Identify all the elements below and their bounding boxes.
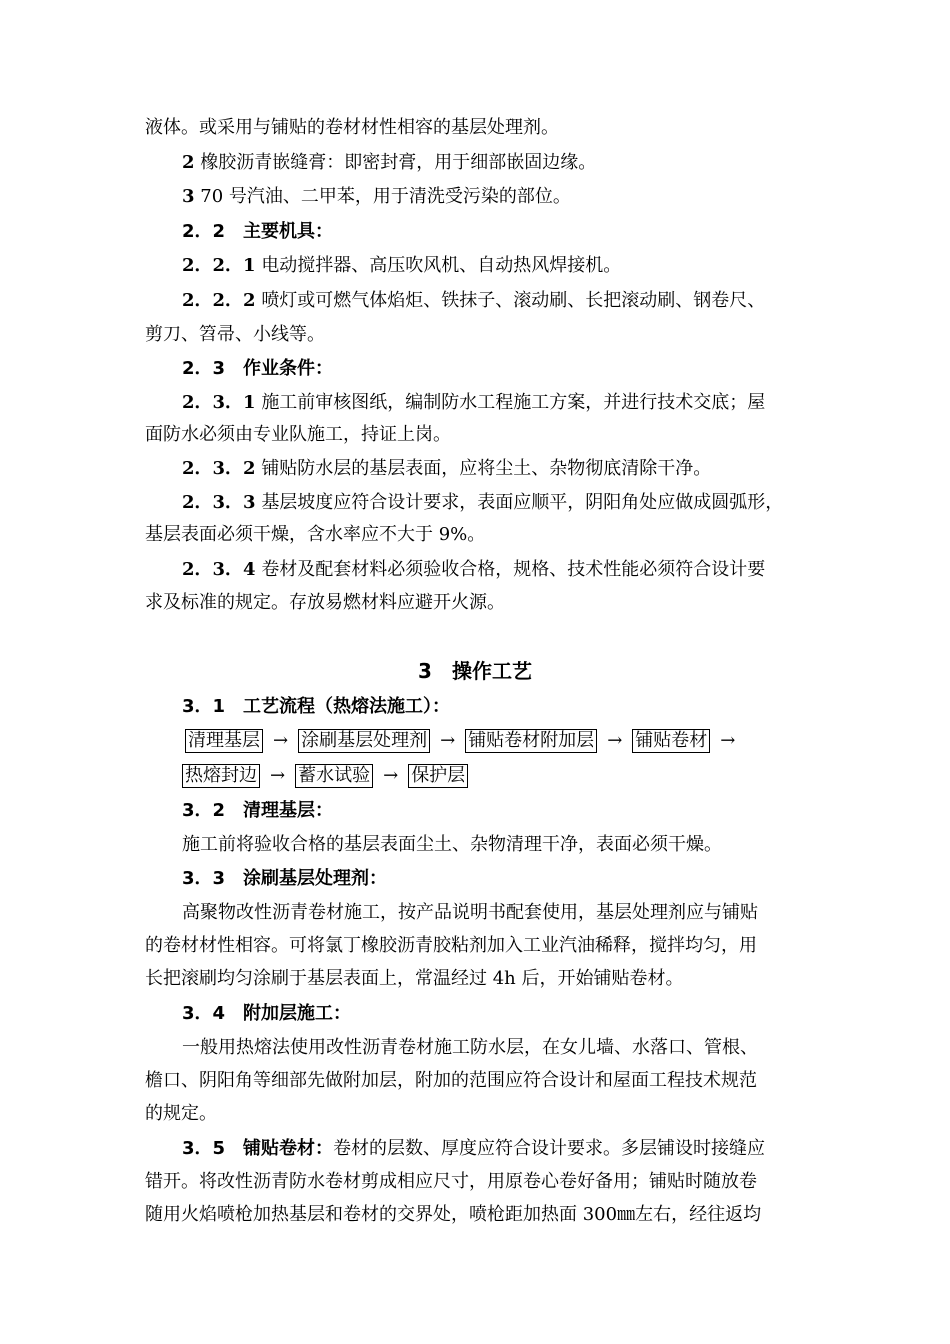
paragraph-line: [0, 966, 950, 992]
flow-step-additional-layer: 铺贴卷材附加层: [465, 729, 597, 753]
paragraph-line: [0, 1202, 950, 1228]
arrow-right-icon: →: [607, 730, 623, 751]
text: 施工前审核图纸，编制防水工程施工方案，并进行技术交底；屋: [261, 392, 766, 413]
flow-step-clean-base: 清理基层: [185, 729, 263, 753]
inline-heading: 3．5 铺贴卷材：: [182, 1138, 334, 1159]
item-number: 2．3．3: [182, 492, 256, 513]
item-number: 2．3．2: [182, 458, 256, 479]
text: 随用火焰喷枪加热基层和卷材的交界处，喷枪距加热面 300㎜左右，经往返均: [145, 1204, 762, 1225]
text: 卷材的层数、厚度应符合设计要求。多层铺设时接缝应: [333, 1138, 766, 1159]
text: 喷灯或可燃气体焰炬、铁抹子、滚动刷、长把滚动刷、钢卷尺、: [261, 290, 766, 311]
text: 一般用热熔法使用改性沥青卷材施工防水层，在女儿墙、水落口、管根、: [182, 1037, 758, 1058]
text: 电动搅拌器、高压吹风机、自动热风焊接机。: [261, 255, 622, 276]
text: 檐口、阴阳角等细部先做附加层，附加的范围应符合设计和屋面工程技术规范: [145, 1070, 757, 1091]
process-flow-row-2: [0, 763, 950, 789]
text: 基层表面必须干燥，含水率应不大于 9%。: [145, 524, 486, 545]
section-heading: 2．3 作业条件：: [182, 358, 334, 379]
section-heading: 2．2 主要机具：: [182, 221, 334, 242]
list-item: [0, 150, 950, 176]
paragraph-line: [0, 522, 950, 548]
item-number: 2．2．2: [182, 290, 256, 311]
section-heading: 3．2 清理基层：: [182, 800, 334, 821]
list-item: [0, 490, 950, 516]
list-item: [0, 557, 950, 583]
section-heading: 3．3 涂刷基层处理剂：: [182, 868, 388, 889]
text: 求及标准的规定。存放易燃材料应避开火源。: [145, 592, 505, 613]
arrow-right-icon: →: [720, 730, 736, 751]
process-flow-row-1: [0, 728, 950, 754]
flow-step-lay-membrane: 铺贴卷材: [632, 729, 710, 753]
item-number: 2: [182, 152, 195, 173]
text: 的规定。: [145, 1103, 217, 1124]
paragraph-line: [0, 900, 950, 926]
text: 铺贴防水层的基层表面，应将尘土、杂物彻底清除干净。: [261, 458, 712, 479]
paragraph-line: [0, 590, 950, 616]
text: 高聚物改性沥青卷材施工，按产品说明书配套使用，基层处理剂应与铺贴: [182, 902, 758, 923]
paragraph-line: [0, 1136, 950, 1162]
arrow-right-icon: →: [440, 730, 456, 751]
text: 错开。将改性沥青防水卷材剪成相应尺寸，用原卷心卷好备用；铺贴时随放卷: [145, 1171, 757, 1192]
text: 橡胶沥青嵌缝膏：即密封膏，用于细部嵌固边缘。: [200, 152, 597, 173]
paragraph-line: [0, 1101, 950, 1127]
chapter-title: 3 操作工艺: [418, 659, 532, 683]
list-item: [0, 288, 950, 314]
item-number: 2．3．4: [182, 559, 256, 580]
paragraph-line: [0, 933, 950, 959]
paragraph-line: [0, 1169, 950, 1195]
flow-step-primer: 涂刷基层处理剂: [298, 729, 430, 753]
flow-step-heat-seal: 热熔封边: [182, 764, 260, 788]
list-item: [0, 390, 950, 416]
item-number: 2．2．1: [182, 255, 256, 276]
arrow-right-icon: →: [273, 730, 289, 751]
section-heading: 3．4 附加层施工：: [182, 1003, 352, 1024]
text: 剪刀、笤帚、小线等。: [145, 324, 325, 345]
paragraph-line: [0, 832, 950, 858]
flow-step-protection: 保护层: [408, 764, 468, 788]
list-item: [0, 253, 950, 279]
list-item: [0, 184, 950, 210]
text: 施工前将验收合格的基层表面尘土、杂物清理干净，表面必须干燥。: [182, 834, 722, 855]
paragraph-line: [0, 1035, 950, 1061]
text: 卷材及配套材料必须验收合格，规格、技术性能必须符合设计要: [261, 559, 766, 580]
arrow-right-icon: →: [383, 765, 399, 786]
text: 液体。或采用与铺贴的卷材材性相容的基层处理剂。: [145, 117, 559, 138]
paragraph-line: [0, 1068, 950, 1094]
text: 70 号汽油、二甲苯，用于清洗受污染的部位。: [200, 186, 571, 207]
paragraph-line: [0, 115, 950, 141]
text: 长把滚刷均匀涂刷于基层表面上，常温经过 4h 后，开始铺贴卷材。: [145, 968, 684, 989]
text: 基层坡度应符合设计要求，表面应顺平，阴阳角处应做成圆弧形，: [261, 492, 784, 513]
list-item: [0, 456, 950, 482]
flow-step-water-test: 蓄水试验: [295, 764, 373, 788]
text: 面防水必须由专业队施工，持证上岗。: [145, 424, 451, 445]
item-number: 3: [182, 186, 195, 207]
arrow-right-icon: →: [270, 765, 286, 786]
section-heading: 3．1 工艺流程（热熔法施工）：: [182, 696, 451, 717]
paragraph-line: [0, 322, 950, 348]
text: 的卷材材性相容。可将氯丁橡胶沥青胶粘剂加入工业汽油稀释，搅拌均匀，用: [145, 935, 757, 956]
paragraph-line: [0, 422, 950, 448]
item-number: 2．3．1: [182, 392, 256, 413]
